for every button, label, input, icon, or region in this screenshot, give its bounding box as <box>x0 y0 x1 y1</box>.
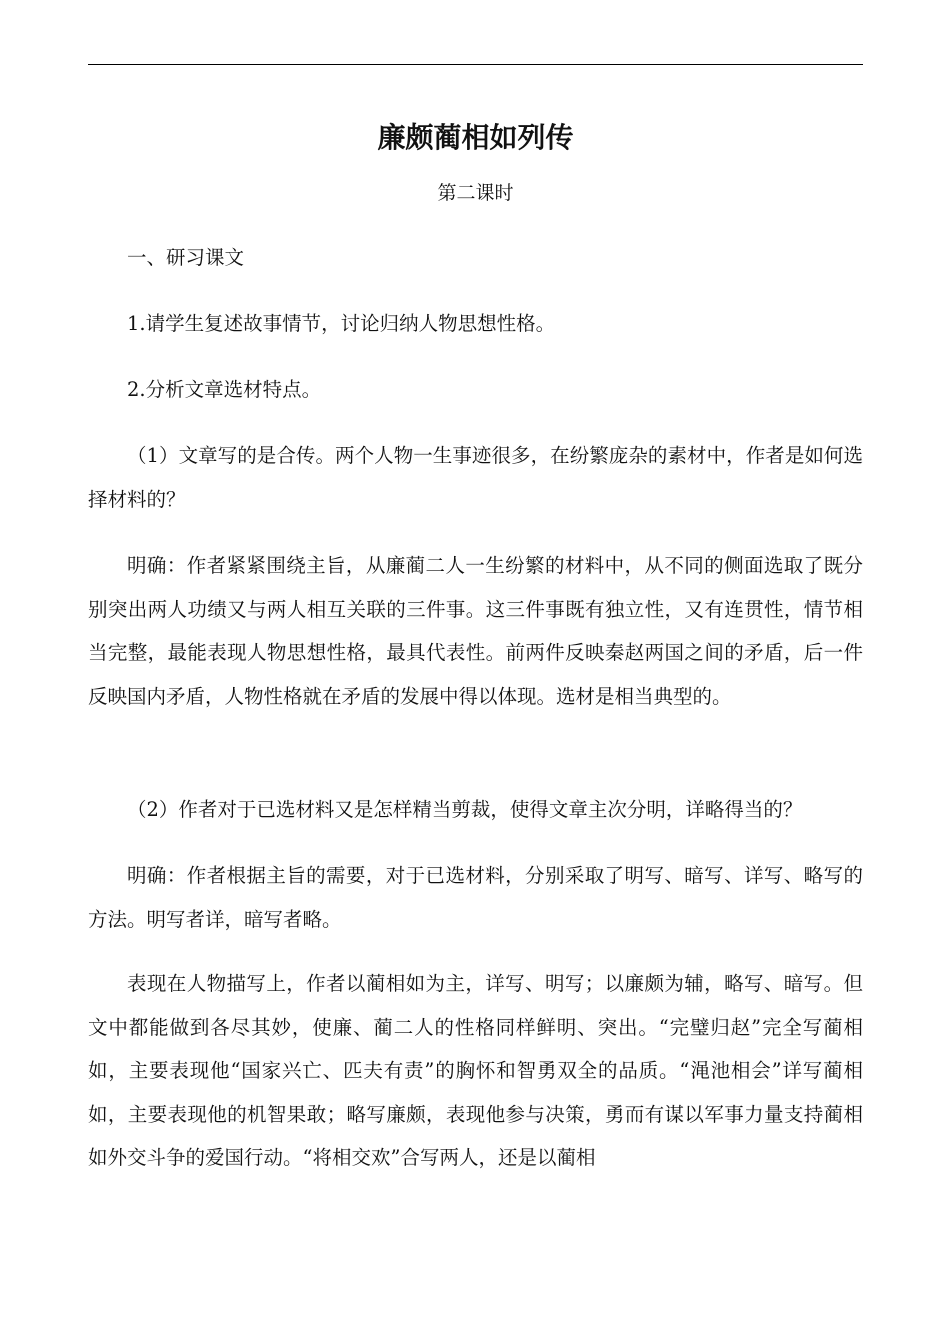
header-rule <box>88 64 863 65</box>
document-title: 廉颇蔺相如列传 <box>377 121 574 154</box>
paragraph-question-2: （2）作者对于已选材料又是怎样精当剪裁，使得文章主次分明，详略得当的？ <box>127 798 803 821</box>
paragraph-item-2: 2.分析文章选材特点。 <box>127 378 322 401</box>
paragraph-item-1: 1.请学生复述故事情节，讨论归纳人物思想性格。 <box>127 312 556 335</box>
paragraph-question-1: （1）文章写的是合传。两个人物一生事迹很多，在纷繁庞杂的素材中，作者是如何选择材料的？ <box>88 444 863 511</box>
paragraph-answer-1: 明确：作者紧紧围绕主旨，从廉蔺二人一生纷繁的材料中，从不同的侧面选取了既分别突出两人功绩又与两人相互关联的三件事。这三件事既有独立性，又有连贯性，情节相当完整，最能表现人物思想性格，最具代表性。前两件反映秦赵两国之间的矛盾，后一件反映国内矛盾，人物性格就在矛盾的发展中得以体现。选材是相当典型的。 <box>88 554 863 708</box>
paragraph-analysis: 表现在人物描写上，作者以蔺相如为主，详写、明写；以廉颇为辅，略写、暗写。但文中都能做到各尽其妙，使廉、蔺二人的性格同样鲜明、突出。“完璧归赵”完全写蔺相如，主要表现他“国家兴亡、匹夫有责”的胸怀和智勇双全的品质。“渑池相会”详写蔺相如，主要表现他的机智果敢；略写廉颇，表现他参与决策，勇而有谋以军事力量支持蔺相如外交斗争的爱国行动。“将相交欢”合写两人，还是以蔺相 <box>88 972 863 1169</box>
section-heading: 一、研习课文 <box>127 246 245 269</box>
paragraph-answer-2: 明确：作者根据主旨的需要，对于已选材料，分别采取了明写、暗写、详写、略写的方法。明写者详，暗写者略。 <box>88 864 863 931</box>
document-subtitle: 第二课时 <box>437 182 514 204</box>
